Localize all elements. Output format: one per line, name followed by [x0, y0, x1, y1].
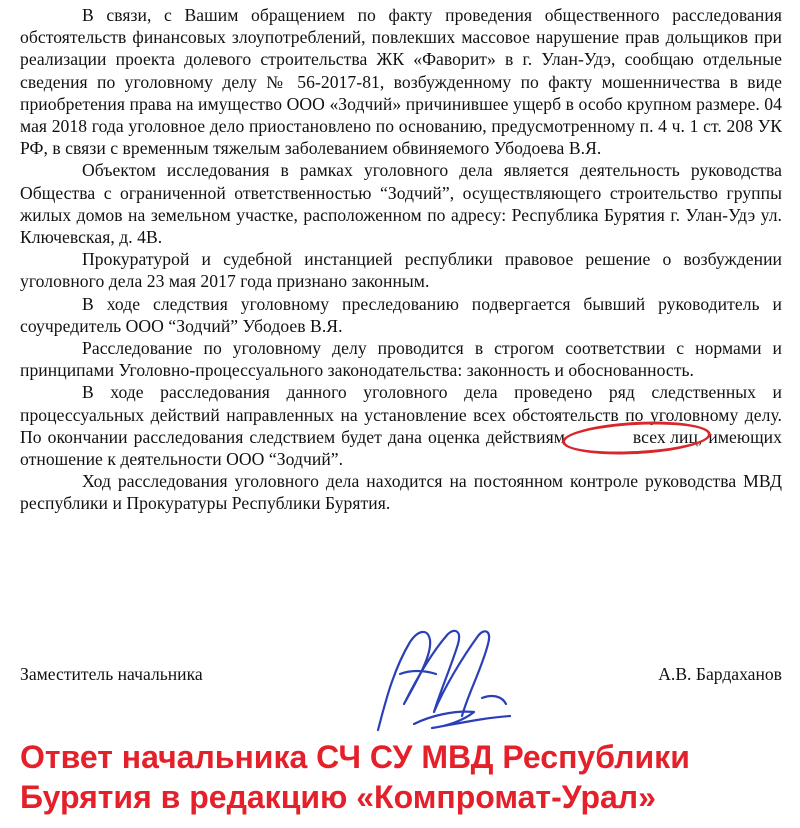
paragraph-2: Объектом исследования в рамках уголовного дела является деятельность руководства Общества с ограниченной ответственностью “Зодчий”, осуществляющего строительство группы жилых домов на земельном участке, расположенном по адресу: Республика Бурятия г. Улан-Удэ ул. Ключевская, д. 4В. [20, 160, 782, 248]
caption-line-1: Ответ начальника СЧ СУ МВД Республики [20, 739, 690, 775]
paragraph-6-start: В ходе расследования данного уголовного дела проведено ряд следственных и процессуальных действий направленных на установление всех обстоятельств по уголовному делу. По окончании расследования следствием будет дана оценка действиям [20, 382, 782, 447]
paragraph-4: В ходе следствия уголовному преследованию подвергается бывший руководитель и соучредитель ООО “Зодчий” Убодоев В.Я. [20, 293, 782, 336]
paragraph-6 [20, 381, 782, 470]
caption-line-2: Бурятия в редакцию «Компромат-Урал» [20, 779, 656, 815]
paragraph-5: Расследование по уголовному делу проводится в строгом соответствии с нормами и принципами Уголовно-процессуального законодательства: законность и обоснованность. [20, 338, 782, 381]
paragraph-3: Прокуратурой и судебной инстанцией республики правовое решение о возбуждении уголовного дела 23 мая 2017 года признано законным. [20, 249, 782, 292]
signer-position: Заместитель начальника [20, 664, 203, 684]
handwritten-signature-icon [370, 612, 520, 737]
paragraph-1: В связи, с Вашим обращением по факту проведения общественного расследования обстоятельств финансовых злоупотреблений, повлекших массовое нарушение прав дольщиков при реализации проекта долевого строительства ЖК «Фаворит» в г. Улан-Удэ, сообщаю отдельные сведения по уголовному делу № 56-2017-81, возбужденному по факту мошенничества в виде приобретения права на имущество ООО «Зодчий» причинившее ущерб в особо крупном размере. 04 мая 2018 года уголовное дело приостановлено по основанию, предусмотренному п. 4 ч. 1 ст. 208 УК РФ, в связи с временным тяжелым заболеванием обвиняемого Убодоева В.Я. [20, 5, 782, 159]
paragraph-6-end: имеющих отношение к деятельности ООО “Зодчий”. [20, 426, 782, 470]
letter-body [20, 4, 782, 515]
caption [20, 737, 790, 817]
circled-highlight: всех лиц, [571, 426, 702, 448]
paragraph-7: Ход расследования уголовного дела находится на постоянном контроле руководства МВД республики и Прокуратуры Республики Бурятия. [20, 471, 782, 514]
signer-name: А.В. Бардаханов [658, 664, 782, 684]
